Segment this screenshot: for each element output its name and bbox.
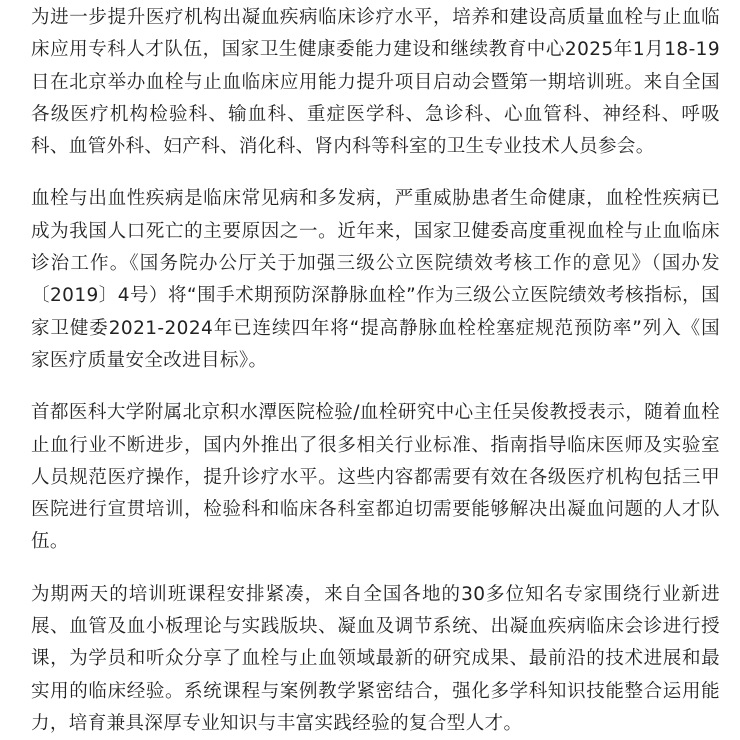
paragraph-course-summary: 为期两天的培训班课程安排紧凑，来自全国各地的30多位知名专家围绕行业新进展、血管及血小板理论与实践版块、凝血及调节系统、出凝血疾病临床会诊进行授课，为学员和听众分享了血栓与止血领域最新的研究成果、最前沿的技术进展和最实用的临床经验。系统课程与案例教学紧密结合，强化多学科知识技能整合运用能力，培育兼具深厚专业知识与丰富实践经验的复合型人才。 xyxy=(31,583,720,734)
paragraph-expert-comment: 首都医科大学附属北京积水潭医院检验/血栓研究中心主任吴俊教授表示，随着血栓止血行业不断进步，国内外推出了很多相关行业标准、指南指导临床医师及实验室人员规范医疗操作，提升诊疗水平。这些内容都需要有效在各级医疗机构包括三甲医院进行宣贯培训，检验科和临床各科室都迫切需要能够解决出凝血问题的人才队伍。 xyxy=(31,402,720,553)
paragraph-intro: 为进一步提升医疗机构出凝血疾病临床诊疗水平，培养和建设高质量血栓与止血临床应用专科人才队伍，国家卫生健康委能力建设和继续教育中心2025年1月18-19日在北京举办血栓与止血临床应用能力提升项目启动会暨第一期培训班。来自全国各级医疗机构检验科、输血科、重症医学科、急诊科、心血管科、神经科、呼吸科、血管外科、妇产科、消化科、肾内科等科室的卫生专业技术人员参会。 xyxy=(31,7,720,158)
paragraph-background: 血栓与出血性疾病是临床常见病和多发病，严重威胁患者生命健康，血栓性疾病已成为我国人口死亡的主要原因之一。近年来，国家卫健委高度重视血栓与止血临床诊治工作。《国务院办公厅关于加强三级公立医院绩效考核工作的意见》（国办发〔2019〕4号）将“围手术期预防深静脉血栓”作为三级公立医院绩效考核指标，国家卫健委2021-2024年已连续四年将“提高静脉血栓栓塞症规范预防率”列入《国家医疗质量安全改进目标》。 xyxy=(31,188,720,371)
